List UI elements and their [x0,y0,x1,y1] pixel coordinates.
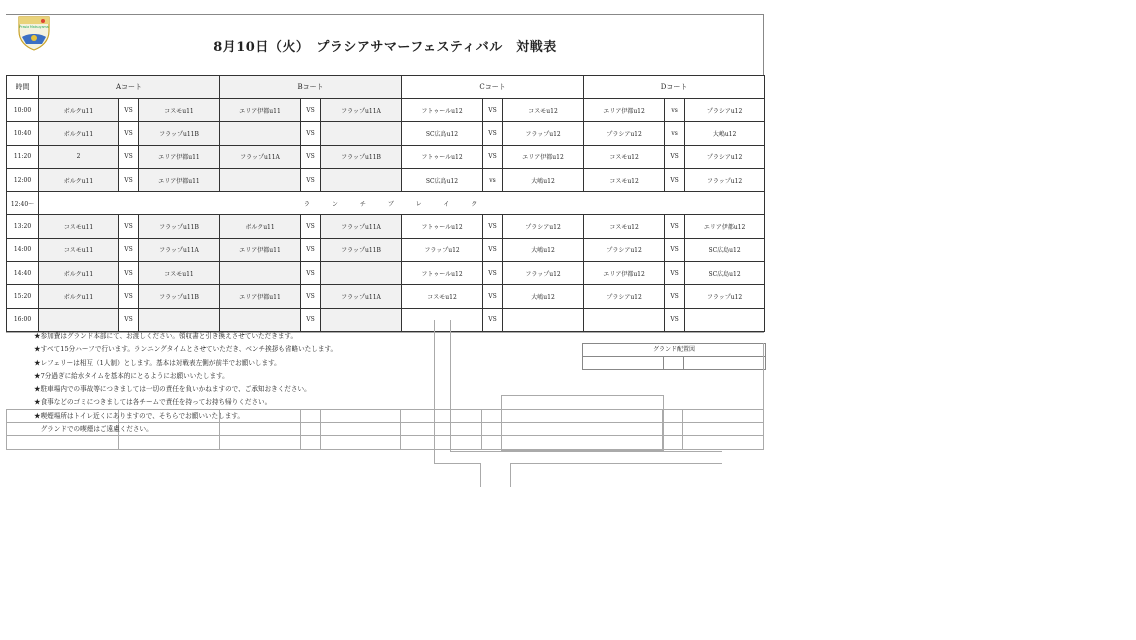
away-team-cell: プラシアu12 [503,215,584,238]
time-cell: 12:00 [7,168,39,191]
grid-line [510,463,511,487]
table-row [7,285,765,308]
home-team-cell: プラシアu12 [584,285,665,308]
grid-line [450,451,722,452]
grid-line [682,409,683,449]
home-team-cell: コスモu11 [39,238,119,261]
vs-cell: VS [119,145,139,168]
home-team-cell: フトゥールu12 [402,262,483,285]
table-row [7,99,765,122]
time-cell: 10:00 [7,99,39,122]
vs-cell: VS [483,238,503,261]
vs-cell: VS [483,308,503,331]
home-team-cell: コスモu12 [584,168,665,191]
away-team-cell: コスモu12 [503,99,584,122]
time-cell: 13:20 [7,215,39,238]
home-team-cell: ボルクu11 [39,168,119,191]
away-team-cell: SC広島u12 [685,262,765,285]
home-team-cell: コスモu12 [584,215,665,238]
time-cell: 14:00 [7,238,39,261]
away-team-cell: 大嶋u12 [685,122,765,145]
grid-line [662,409,663,449]
vs-cell: VS [483,262,503,285]
vs-cell: VS [665,215,685,238]
court-header: Dコート [584,76,765,99]
home-team-cell [220,168,301,191]
home-team-cell: コスモu12 [402,285,483,308]
home-team-cell: ボルクu11 [39,122,119,145]
table-row [7,262,765,285]
away-team-cell: プラシアu12 [685,145,765,168]
time-cell: 15:20 [7,285,39,308]
schedule-table [6,75,765,332]
away-team-cell: フラップu11A [321,99,402,122]
away-team-cell [139,308,220,331]
page-title: 8月10日（火） プラシアサマーフェスティバル 対戦表 [213,40,557,55]
home-team-cell: ボルクu11 [39,262,119,285]
home-team-cell: 2 [39,145,119,168]
table-row [7,192,765,215]
vs-cell: VS [119,262,139,285]
grid-line [510,463,722,464]
away-team-cell: プラシアu12 [685,99,765,122]
note-item: ★喫煙場所はトイレ近くにありますので、そちらでお願いいたします。 [34,411,244,420]
home-team-cell: ボルクu11 [39,99,119,122]
vs-cell: VS [483,122,503,145]
away-team-cell: フラップu11A [321,215,402,238]
time-cell: 14:40 [7,262,39,285]
vs-cell: VS [119,285,139,308]
away-team-cell: フラップu11B [321,145,402,168]
court-header: Aコート [39,76,220,99]
vs-cell: VS [665,308,685,331]
grid-line [481,409,482,449]
court-header: Bコート [220,76,402,99]
away-team-cell: フラップu11A [139,238,220,261]
vs-cell: VS [119,122,139,145]
vs-cell: vs [665,99,685,122]
ground-map-label: グランド配置図 [582,343,766,357]
vs-cell: VS [665,262,685,285]
table-header-row [7,76,765,99]
home-team-cell [584,308,665,331]
home-team-cell: フトゥールu12 [402,145,483,168]
away-team-cell: コスモu11 [139,262,220,285]
sheet-top-border [6,14,764,15]
ground-map-grid [582,356,766,370]
table-row [7,145,765,168]
time-cell: 10:40 [7,122,39,145]
home-team-cell: フトゥールu12 [402,215,483,238]
away-team-cell: エリア伊都u11 [139,145,220,168]
vs-cell: vs [483,168,503,191]
table-row [7,238,765,261]
vs-cell: VS [119,238,139,261]
away-team-cell: 大嶋u12 [503,285,584,308]
home-team-cell [220,308,301,331]
away-team-cell: フラップu12 [685,168,765,191]
away-team-cell: フラップu11B [139,215,220,238]
away-team-cell: エリア伊都u12 [503,145,584,168]
home-team-cell: フラップu12 [402,238,483,261]
away-team-cell [321,308,402,331]
note-item: ★食事などのゴミにつきましては各チームで責任を持ってお持ち帰りください。 [34,398,272,407]
time-column-header: 時間 [7,76,39,99]
home-team-cell: フトゥールu12 [402,99,483,122]
away-team-cell: フラップu12 [685,285,765,308]
grid-line [400,409,401,449]
vs-cell: VS [483,99,503,122]
note-item: ★7分過ぎに給水タイムを基本的にとるようにお願いいたします。 [34,371,229,380]
away-team-cell: フラップu12 [503,262,584,285]
away-team-cell: エリア伊都u11 [139,168,220,191]
grid-line [480,463,481,487]
home-team-cell: SC広島u12 [402,122,483,145]
table-row [7,168,765,191]
home-team-cell: SC広島u12 [402,168,483,191]
away-team-cell: フラップu11A [321,285,402,308]
away-team-cell: フラップu12 [503,122,584,145]
away-team-cell: 大嶋u12 [503,238,584,261]
vs-cell: VS [301,215,321,238]
vs-cell: VS [301,238,321,261]
court-header: Cコート [402,76,584,99]
home-team-cell [220,122,301,145]
home-team-cell [220,262,301,285]
away-team-cell [321,168,402,191]
away-team-cell: エリア伊都u12 [685,215,765,238]
home-team-cell: エリア伊都u12 [584,99,665,122]
grid-line [450,320,451,451]
grid-line [434,320,435,463]
away-team-cell: コスモu11 [139,99,220,122]
vs-cell: VS [301,122,321,145]
away-team-cell: SC広島u12 [685,238,765,261]
vs-cell: VS [483,285,503,308]
note-item: ★参加費はグランド本部にて、お渡しください。領収書と引き換えさせていただきます。 [34,332,298,340]
grid-line [763,343,764,449]
notes-list [34,330,337,436]
grid-box [501,395,664,451]
home-team-cell: エリア伊都u11 [220,238,301,261]
table-row [7,215,765,238]
vs-cell: VS [665,168,685,191]
note-item: ★駐車場内での事故等につきましては一切の責任を負いかねますので、ご承知おきください。 [34,385,311,394]
home-team-cell: エリア伊都u11 [220,99,301,122]
home-team-cell: コスモu11 [39,215,119,238]
vs-cell: VS [301,99,321,122]
vs-cell: VS [301,262,321,285]
home-team-cell: プラシアu12 [584,238,665,261]
away-team-cell [685,308,765,331]
vs-cell: VS [119,168,139,191]
vs-cell: VS [483,145,503,168]
vs-cell: VS [665,285,685,308]
away-team-cell: フラップu11B [321,238,402,261]
away-team-cell [321,122,402,145]
home-team-cell: エリア伊都u12 [584,262,665,285]
time-cell: 12:40～ [7,192,39,215]
away-team-cell [321,262,402,285]
away-team-cell: フラップu11B [139,122,220,145]
time-cell: 16:00 [7,308,39,331]
vs-cell: VS [301,308,321,331]
home-team-cell [402,308,483,331]
lunch-break-cell: ランチブレイク [39,192,765,215]
home-team-cell: プラシアu12 [584,122,665,145]
logo-text: Prasia Matsuyama [19,25,49,29]
vs-cell: VS [301,168,321,191]
away-team-cell: 大嶋u12 [503,168,584,191]
table-row [7,308,765,331]
vs-cell: VS [301,285,321,308]
vs-cell: vs [665,122,685,145]
home-team-cell: エリア伊都u11 [220,285,301,308]
away-team-cell: フラップu11B [139,285,220,308]
grid-line [434,463,480,464]
vs-cell: VS [665,145,685,168]
home-team-cell: ボルクu11 [220,215,301,238]
vs-cell: VS [119,215,139,238]
vs-cell: VS [483,215,503,238]
vs-cell: VS [665,238,685,261]
home-team-cell [39,308,119,331]
home-team-cell: フラップu11A [220,145,301,168]
note-item: ★すべて15分ハーフで行います。ランニングタイムとさせていただき、ベンチ挨拶も省略いたします。 [34,345,338,354]
away-team-cell [503,308,584,331]
grid-line [6,409,7,449]
table-row [7,122,765,145]
vs-cell: VS [119,99,139,122]
note-item: グランドでの喫煙はご遠慮ください。 [34,425,153,434]
vs-cell: VS [119,308,139,331]
home-team-cell: コスモu12 [584,145,665,168]
home-team-cell: ボルクu11 [39,285,119,308]
vs-cell: VS [301,145,321,168]
time-cell: 11:20 [7,145,39,168]
note-item: ★レフェリーは相互（1人制）とします。基本は対戦表左側が前半でお願いします。 [34,358,281,367]
